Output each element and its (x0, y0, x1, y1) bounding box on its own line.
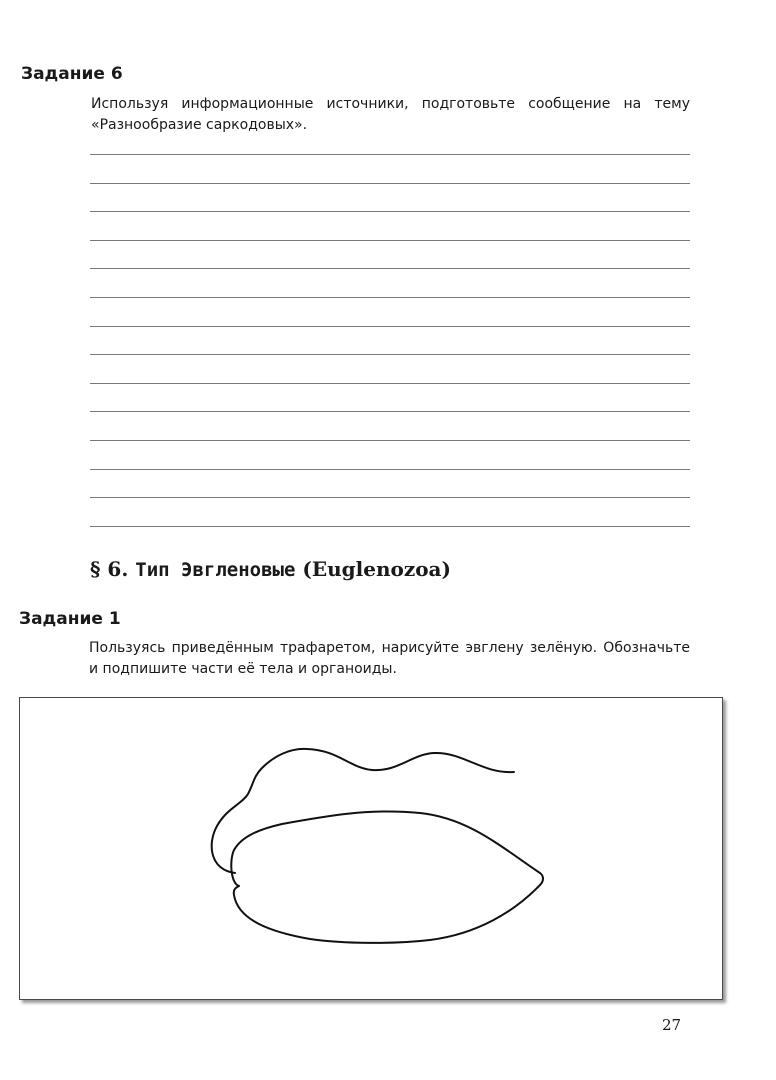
answer-line[interactable] (90, 297, 690, 326)
answer-line[interactable] (90, 154, 690, 183)
answer-line[interactable] (90, 497, 690, 526)
answer-line[interactable] (90, 411, 690, 440)
answer-line[interactable] (90, 354, 690, 383)
answer-line[interactable] (90, 211, 690, 240)
page-number: 27 (662, 1016, 682, 1034)
answer-line[interactable] (90, 268, 690, 297)
answer-line[interactable] (90, 440, 690, 469)
task-1-title: Задание 1 (19, 609, 121, 629)
section-title: Тип Эвгленовые (135, 559, 296, 581)
task-6-instructions: Используя информационные источники, подготовьте сообщение на тему «Разнообразие саркодовых». (91, 96, 690, 133)
task-6-title: Задание 6 (21, 64, 123, 84)
answer-line[interactable] (90, 469, 690, 498)
section-latin-name: (Euglenozoa) (302, 557, 451, 581)
answer-lines[interactable] (90, 154, 690, 527)
answer-line[interactable] (90, 383, 690, 412)
euglena-stencil-icon (20, 698, 722, 999)
answer-line[interactable] (90, 240, 690, 269)
drawing-area[interactable] (19, 697, 723, 1000)
answer-line[interactable] (90, 326, 690, 355)
section-heading (90, 556, 451, 583)
section-number: § 6. (90, 557, 129, 581)
answer-line-end (90, 526, 690, 527)
answer-line[interactable] (90, 183, 690, 212)
task-1-instructions: Пользуясь приведённым трафаретом, нарисуйте эвглену зелёную. Обозначьте и подпишите части её тела и органоиды. (89, 640, 690, 677)
